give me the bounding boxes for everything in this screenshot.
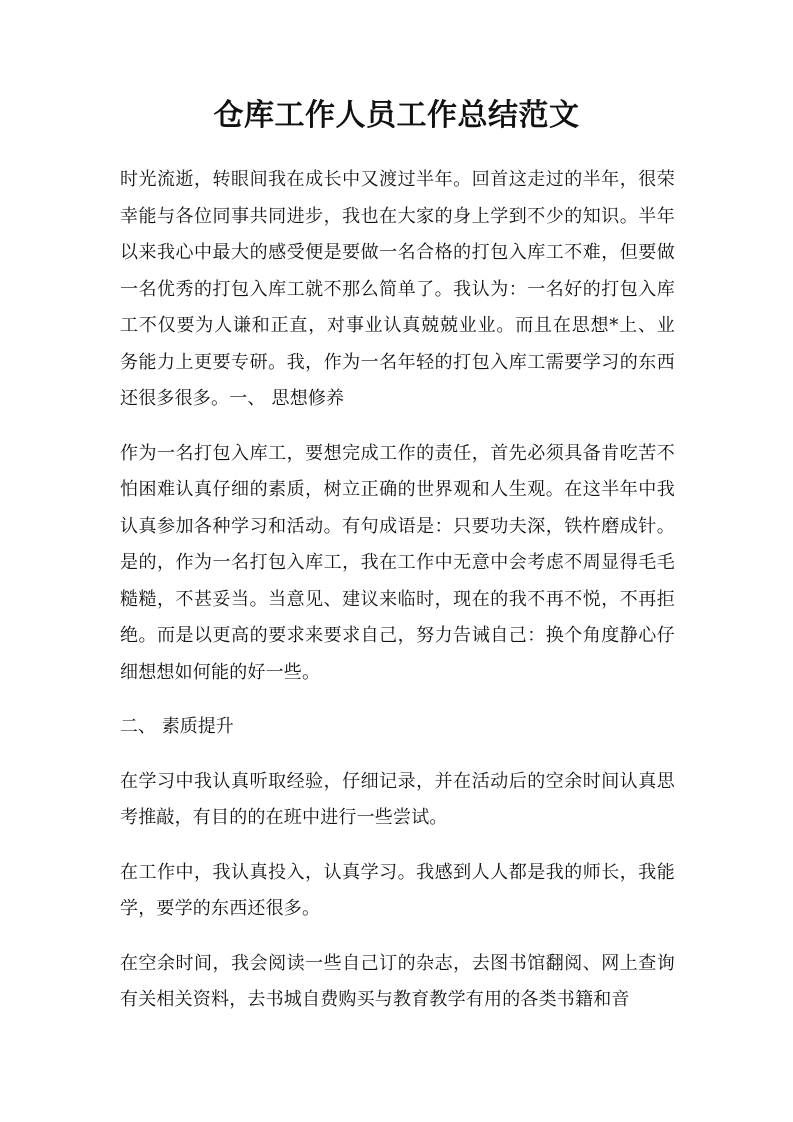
paragraph-thought-cultivation: 作为一名打包入库工，要想完成工作的责任，首先必须具备肯吃苦不怕困难认真仔细的素质，树立正确的世界观和人生观。在这半年中我认真参加各种学习和活动。有句成语是：只要功夫深，铁杵磨成针。是的，作为一名打包入库工，我在工作中无意中会考虑不周显得毛毛糙糙，不甚妥当。当意见、建议来临时，现在的我不再不悦，不再拒绝。而是以更高的要求来要求自己，努力告诫自己：换个角度静心仔细想想如何能的好一些。 bbox=[120, 442, 675, 683]
paragraph-spare-time: 在空余时间，我会阅读一些自己订的杂志，去图书馆翻阅、网上查询有关相关资料，去书城自费购买与教育教学有用的各类书籍和音 bbox=[120, 952, 675, 1010]
paragraph-work: 在工作中，我认真投入，认真学习。我感到人人都是我的师长，我能学，要学的东西还很多。 bbox=[120, 861, 675, 919]
section-heading-quality-improvement: 二、 素质提升 bbox=[120, 716, 234, 737]
paragraph-intro: 时光流逝，转眼间我在成长中又渡过半年。回首这走过的半年，很荣幸能与各位同事共同进步，我也在大家的身上学到不少的知识。半年以来我心中最大的感受便是要做一名合格的打包入库工不难，但要做一名优秀的打包入库工就不那么简单了。我认为：一名好的打包入库工不仅要为人谦和正直，对事业认真兢兢业业。而且在思想*上、业务能力上更要专研。我，作为一名年轻的打包入库工需要学习的东西还很多很多。一、 思想修养 bbox=[120, 169, 675, 409]
document-body bbox=[120, 162, 675, 1037]
paragraph-learning: 在学习中我认真听取经验，仔细记录，并在活动后的空余时间认真思考推敲，有目的的在班中进行一些尝试。 bbox=[120, 770, 675, 828]
document-title: 仓库工作人员工作总结范文 bbox=[213, 98, 580, 133]
